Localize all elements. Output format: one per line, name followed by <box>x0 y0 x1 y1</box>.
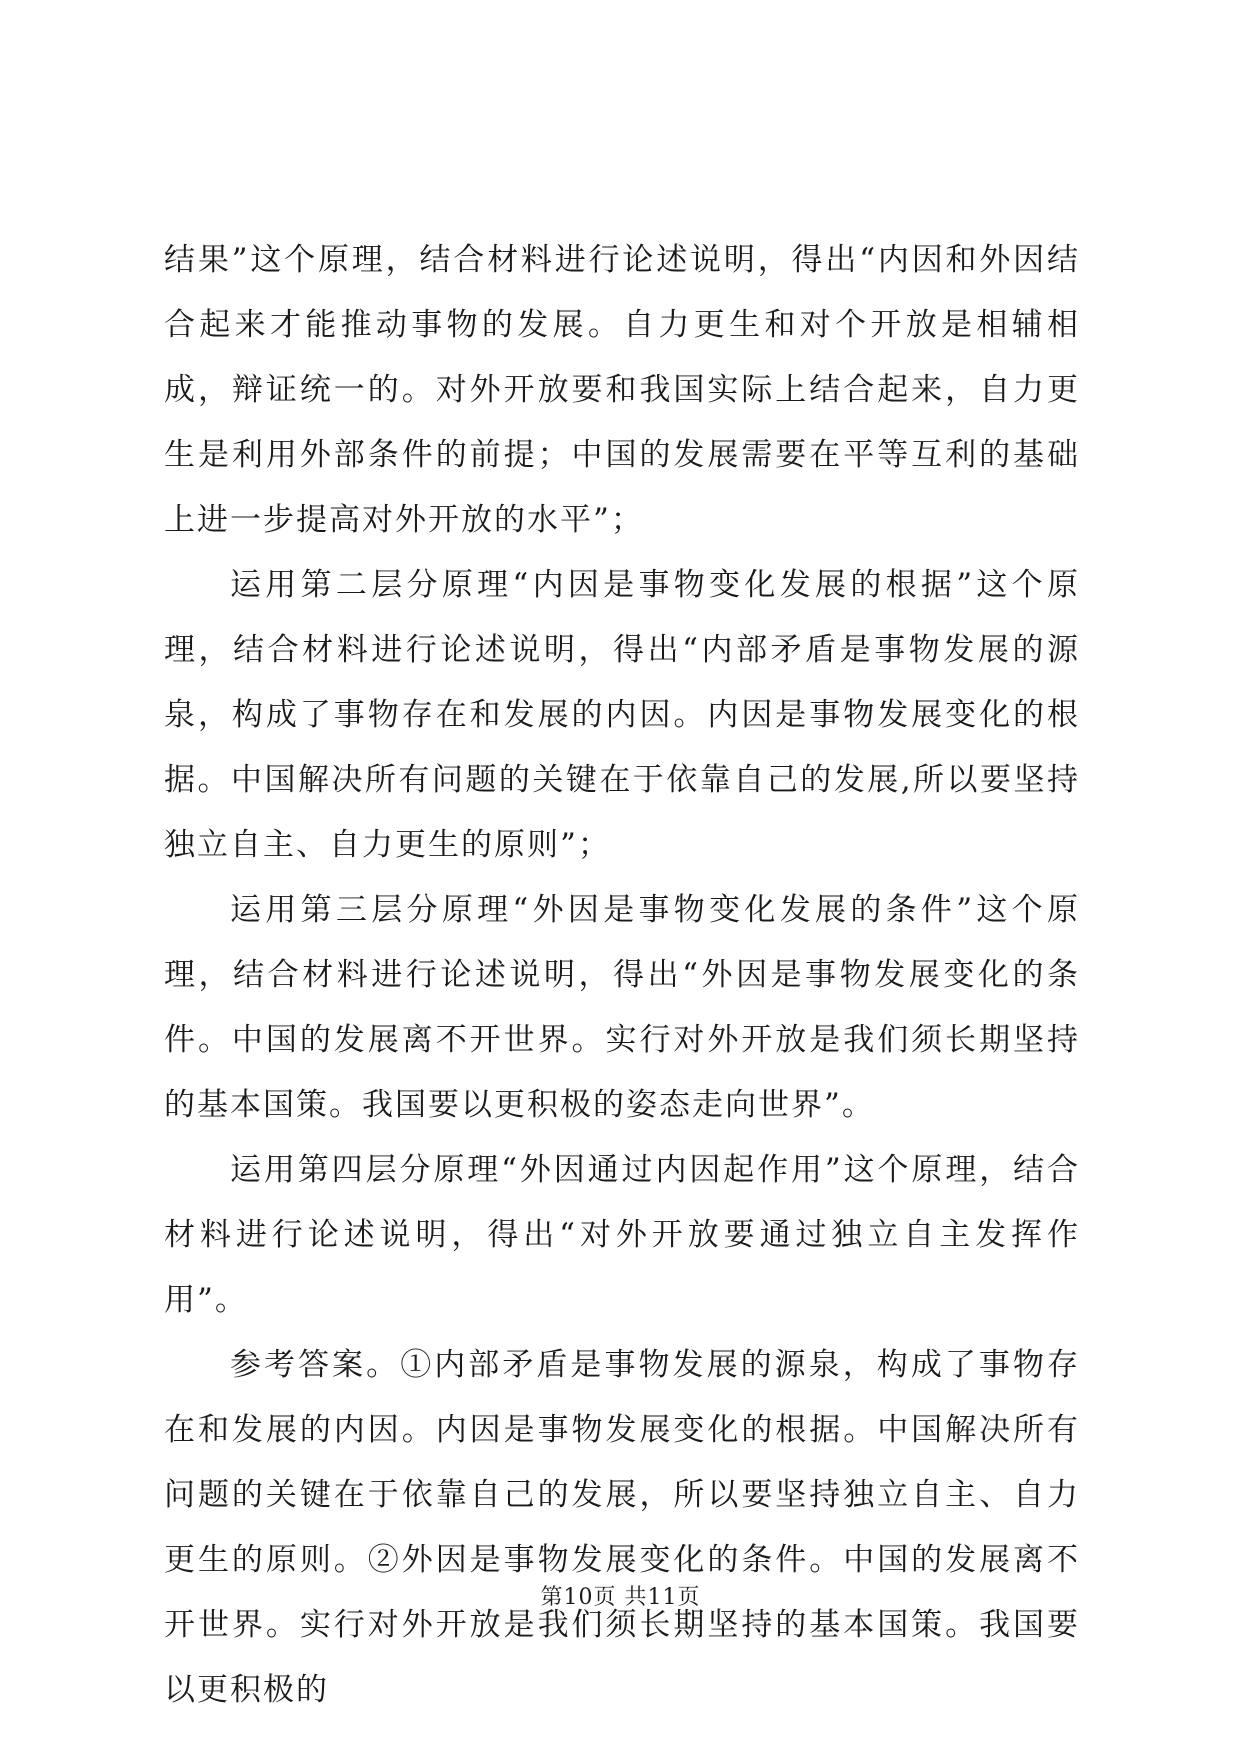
document-body <box>164 228 1080 1723</box>
paragraph-second-layer: 运用第二层分原理“内因是事物变化发展的根据”这个原理，结合材料进行论述说明，得出“内部矛盾是事物发展的源泉，构成了事物存在和发展的内因。内因是事物发展变化的根据。中国解决所有问题的关键在于依靠自己的发展,所以要坚持独立自主、自力更生的原则”； <box>164 567 1080 863</box>
paragraph-third-layer: 运用第三层分原理“外因是事物变化发展的条件”这个原理，结合材料进行论述说明，得出“外因是事物发展变化的条件。中国的发展离不开世界。实行对外开放是我们须长期坚持的基本国策。我国要以更积极的姿态走向世界”。 <box>164 892 1080 1123</box>
paragraph-continuation: 结果”这个原理，结合材料进行论述说明，得出“内因和外因结合起来才能推动事物的发展。自力更生和对个开放是相辅相成，辩证统一的。对外开放要和我国实际上结合起来，自力更生是利用外部条件的前提；中国的发展需要在平等互利的基础上进一步提高对外开放的水平”； <box>164 242 1080 538</box>
paragraph-reference-answer: 参考答案。①内部矛盾是事物发展的源泉，构成了事物存在和发展的内因。内因是事物发展变化的根据。中国解决所有问题的关键在于依靠自己的发展，所以要坚持独立自主、自力更生的原则。②外因是事物发展变化的条件。中国的发展离不开世界。实行对外开放是我们须长期坚持的基本国策。我国要以更积极的 <box>164 1347 1080 1708</box>
page-number-footer: 第10页 共11页 <box>540 1585 701 1610</box>
paragraph-fourth-layer: 运用第四层分原理“外因通过内因起作用”这个原理，结合材料进行论述说明，得出“对外开放要通过独立自主发挥作用”。 <box>164 1152 1080 1318</box>
